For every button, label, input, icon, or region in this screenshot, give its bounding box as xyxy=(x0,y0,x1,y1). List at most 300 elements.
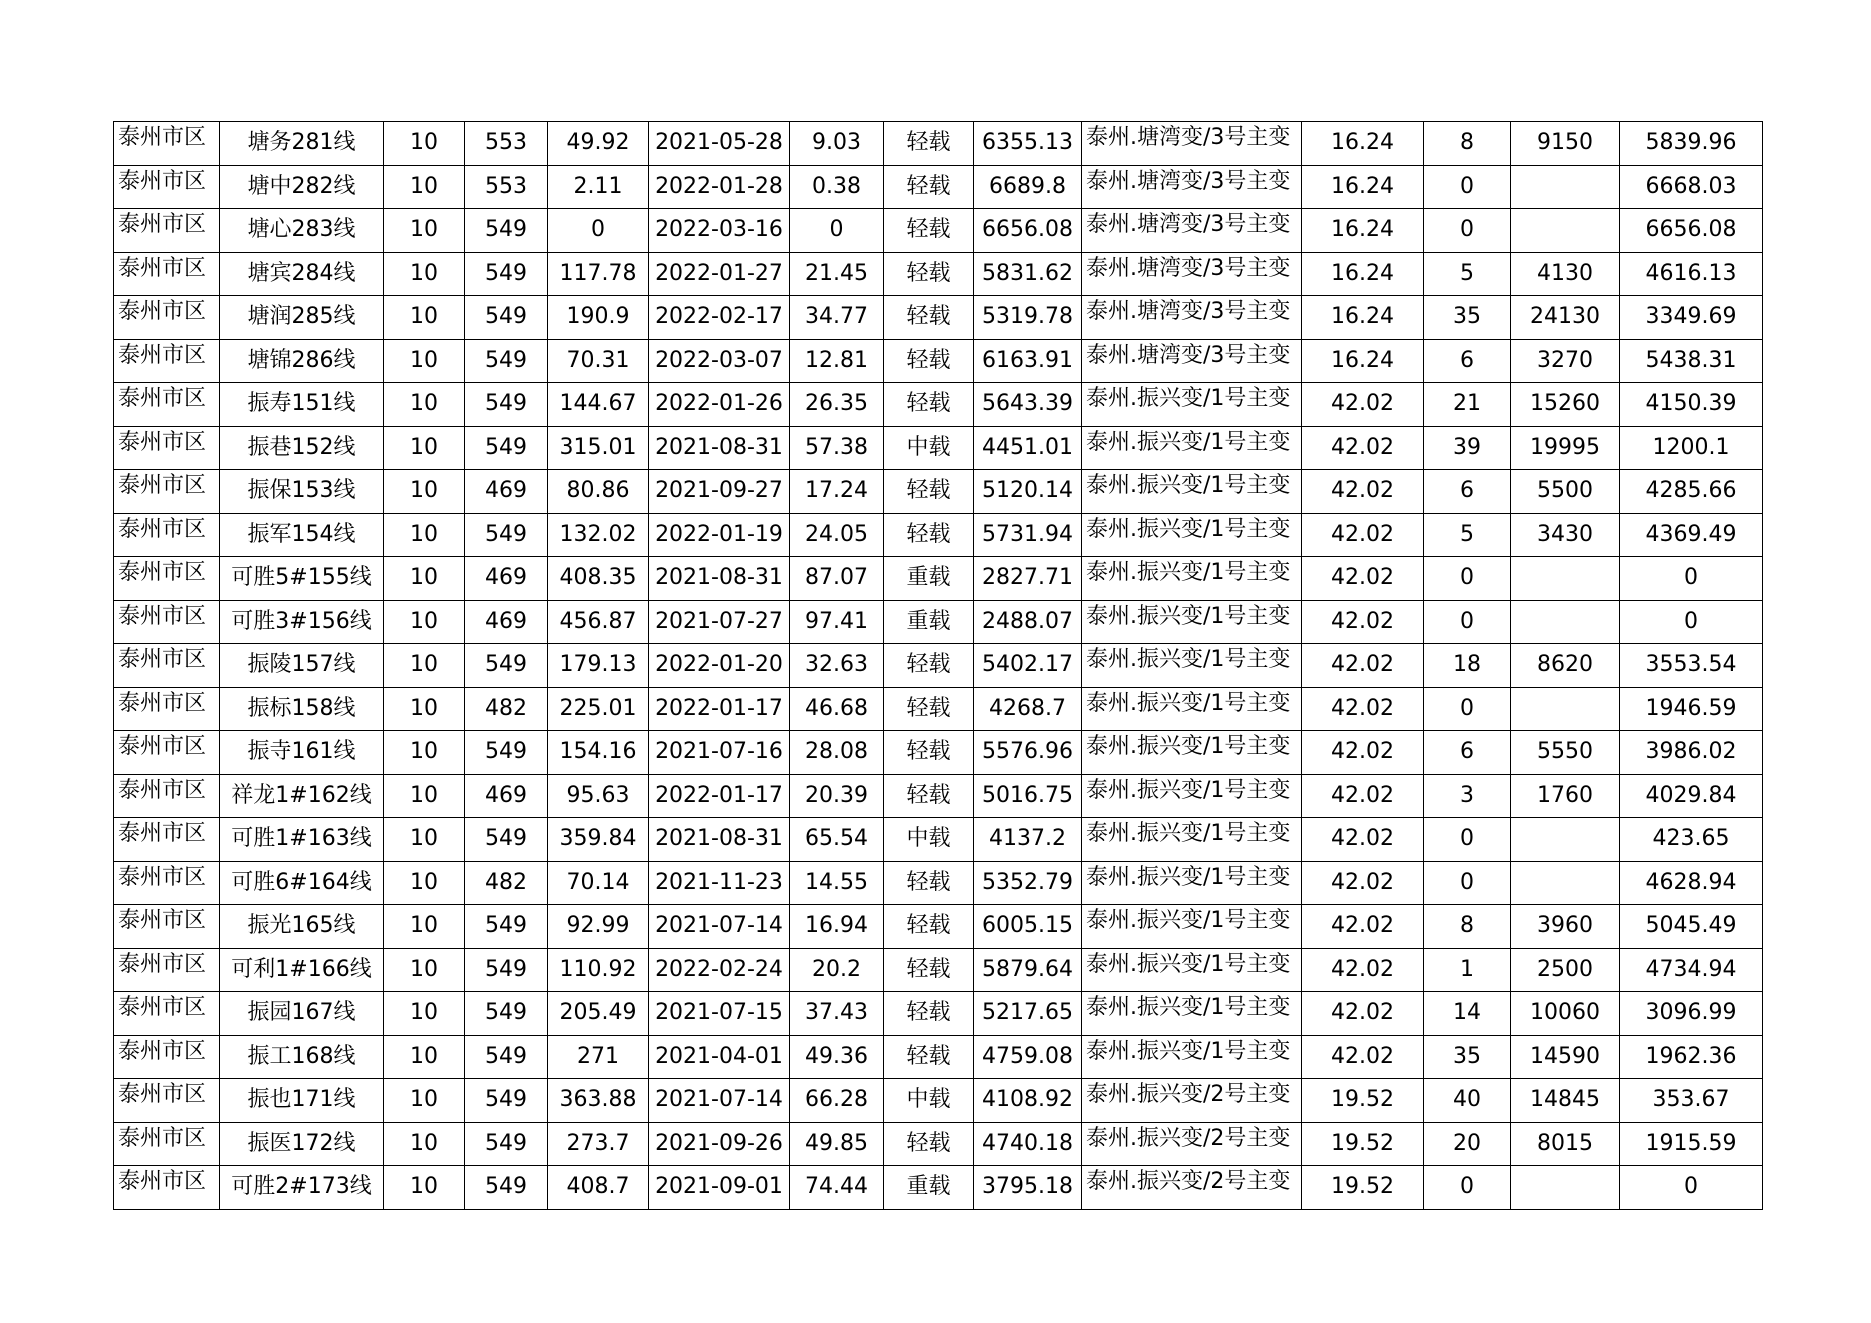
transformer-load-cell xyxy=(1302,948,1424,992)
rated-current-cell xyxy=(465,1166,548,1210)
substation-transformer-text: 泰州.塘湾变/3号主变 xyxy=(1086,212,1291,237)
max-load-date-cell xyxy=(649,1122,790,1166)
remaining-capacity-text: 3986.02 xyxy=(1645,739,1737,765)
connected-capacity-cell xyxy=(1511,687,1620,731)
transformer-load-cell xyxy=(1302,1166,1424,1210)
line-name-text: 振寿151线 xyxy=(247,391,356,417)
max-load-date-cell xyxy=(649,122,790,166)
transformer-load-text: 42.02 xyxy=(1331,608,1394,634)
voltage-text: 10 xyxy=(410,1000,438,1026)
available-capacity-cell xyxy=(974,992,1082,1036)
max-load-date-text: 2022-01-28 xyxy=(655,173,783,199)
available-capacity-text: 4740.18 xyxy=(982,1130,1073,1156)
substation-transformer-cell xyxy=(1082,600,1302,644)
remaining-capacity-text: 5438.31 xyxy=(1645,347,1737,373)
load-rate-text: 74.44 xyxy=(805,1174,868,1200)
load-rate-text: 66.28 xyxy=(805,1087,868,1113)
remaining-capacity-cell xyxy=(1620,557,1763,601)
transformer-load-cell xyxy=(1302,557,1424,601)
table-body xyxy=(114,122,1763,1210)
line-name-cell xyxy=(220,383,384,427)
voltage-text: 10 xyxy=(410,347,438,373)
connected-count-cell xyxy=(1424,557,1511,601)
max-current-text: 363.88 xyxy=(559,1087,637,1113)
city-cell xyxy=(114,1166,220,1210)
rated-current-cell xyxy=(465,905,548,949)
substation-transformer-cell xyxy=(1082,948,1302,992)
transformer-load-cell xyxy=(1302,1122,1424,1166)
remaining-capacity-text: 0 xyxy=(1684,565,1698,591)
connected-capacity-cell xyxy=(1511,861,1620,905)
available-capacity-cell xyxy=(974,905,1082,949)
voltage-text: 10 xyxy=(410,1043,438,1069)
load-status-text: 轻载 xyxy=(906,304,951,330)
connected-count-text: 8 xyxy=(1460,130,1474,156)
connected-count-text: 35 xyxy=(1453,1043,1481,1069)
connected-capacity-cell xyxy=(1511,165,1620,209)
connected-capacity-cell xyxy=(1511,774,1620,818)
max-current-cell xyxy=(548,731,649,775)
max-load-date-cell xyxy=(649,818,790,862)
available-capacity-text: 4268.7 xyxy=(989,695,1066,721)
max-current-text: 154.16 xyxy=(559,739,637,765)
max-current-cell xyxy=(548,557,649,601)
table-row xyxy=(114,122,1763,166)
remaining-capacity-cell xyxy=(1620,1122,1763,1166)
max-load-date-cell xyxy=(649,339,790,383)
table-row xyxy=(114,774,1763,818)
table-row xyxy=(114,731,1763,775)
table-row xyxy=(114,383,1763,427)
max-load-date-cell xyxy=(649,209,790,253)
max-current-text: 273.7 xyxy=(566,1130,630,1156)
line-name-text: 振医172线 xyxy=(247,1130,356,1156)
city-cell xyxy=(114,209,220,253)
connected-count-cell xyxy=(1424,165,1511,209)
max-current-cell xyxy=(548,339,649,383)
voltage-text: 10 xyxy=(410,869,438,895)
transformer-load-text: 42.02 xyxy=(1331,434,1394,460)
substation-transformer-text: 泰州.振兴变/2号主变 xyxy=(1086,1125,1291,1151)
remaining-capacity-cell xyxy=(1620,383,1763,427)
available-capacity-cell xyxy=(974,774,1082,818)
max-current-cell xyxy=(548,992,649,1036)
max-current-text: 132.02 xyxy=(559,521,637,547)
connected-capacity-cell xyxy=(1511,296,1620,340)
line-name-cell xyxy=(220,1079,384,1123)
line-name-text: 塘润285线 xyxy=(247,304,356,330)
voltage-cell xyxy=(384,774,465,818)
substation-transformer-text: 泰州.振兴变/1号主变 xyxy=(1086,647,1291,672)
line-name-cell xyxy=(220,905,384,949)
voltage-cell xyxy=(384,339,465,383)
voltage-text: 10 xyxy=(410,1174,438,1200)
city-text: 泰州市区 xyxy=(118,429,207,455)
max-load-date-text: 2022-01-19 xyxy=(655,521,783,547)
city-text: 泰州市区 xyxy=(118,908,207,933)
connected-capacity-cell xyxy=(1511,1122,1620,1166)
voltage-cell xyxy=(384,165,465,209)
load-status-text: 中载 xyxy=(906,1087,951,1113)
load-rate-cell xyxy=(790,818,884,862)
max-load-date-text: 2022-02-17 xyxy=(655,304,783,330)
city-text: 泰州市区 xyxy=(118,560,207,585)
substation-transformer-text: 泰州.塘湾变/3号主变 xyxy=(1086,342,1291,368)
voltage-cell xyxy=(384,1166,465,1210)
available-capacity-text: 5576.96 xyxy=(982,739,1073,765)
load-status-cell xyxy=(884,774,974,818)
line-name-cell xyxy=(220,731,384,775)
line-name-text: 可胜5#155线 xyxy=(231,565,372,591)
max-load-date-cell xyxy=(649,252,790,296)
connected-count-cell xyxy=(1424,600,1511,644)
max-current-text: 315.01 xyxy=(559,434,637,460)
load-status-cell xyxy=(884,209,974,253)
transformer-load-text: 19.52 xyxy=(1331,1130,1394,1156)
remaining-capacity-text: 4734.94 xyxy=(1645,956,1737,982)
line-name-cell xyxy=(220,470,384,514)
load-status-text: 轻载 xyxy=(906,217,951,243)
voltage-text: 10 xyxy=(410,173,438,199)
voltage-text: 10 xyxy=(410,1087,438,1113)
voltage-cell xyxy=(384,731,465,775)
line-load-table xyxy=(113,121,1763,1210)
city-cell xyxy=(114,1035,220,1079)
line-name-cell xyxy=(220,1166,384,1210)
rated-current-cell xyxy=(465,383,548,427)
available-capacity-cell xyxy=(974,252,1082,296)
available-capacity-cell xyxy=(974,731,1082,775)
max-load-date-cell xyxy=(649,1079,790,1123)
max-current-cell xyxy=(548,1166,649,1210)
max-load-date-text: 2021-07-16 xyxy=(655,739,783,765)
voltage-text: 10 xyxy=(410,608,438,634)
transformer-load-text: 42.02 xyxy=(1331,826,1394,852)
max-load-date-cell xyxy=(649,992,790,1036)
rated-current-text: 549 xyxy=(485,260,527,286)
rated-current-cell xyxy=(465,1035,548,1079)
connected-count-cell xyxy=(1424,383,1511,427)
connected-capacity-text: 8015 xyxy=(1537,1130,1593,1156)
load-rate-text: 0 xyxy=(829,217,844,243)
available-capacity-cell xyxy=(974,1035,1082,1079)
load-status-cell xyxy=(884,1035,974,1079)
max-current-cell xyxy=(548,383,649,427)
city-text: 泰州市区 xyxy=(118,1169,207,1194)
available-capacity-text: 4137.2 xyxy=(989,826,1066,852)
max-load-date-cell xyxy=(649,557,790,601)
load-rate-text: 37.43 xyxy=(805,1000,868,1026)
transformer-load-text: 19.52 xyxy=(1331,1174,1394,1200)
load-rate-cell xyxy=(790,774,884,818)
rated-current-text: 549 xyxy=(485,521,527,547)
substation-transformer-text: 泰州.塘湾变/3号主变 xyxy=(1086,168,1291,194)
remaining-capacity-text: 0 xyxy=(1684,1174,1698,1200)
city-text: 泰州市区 xyxy=(118,995,207,1020)
max-current-cell xyxy=(548,1122,649,1166)
available-capacity-cell xyxy=(974,861,1082,905)
connected-capacity-cell xyxy=(1511,992,1620,1036)
voltage-text: 10 xyxy=(410,913,438,939)
load-status-cell xyxy=(884,557,974,601)
rated-current-text: 549 xyxy=(485,1000,527,1026)
voltage-cell xyxy=(384,557,465,601)
voltage-text: 10 xyxy=(410,826,438,852)
substation-transformer-cell xyxy=(1082,252,1302,296)
load-status-cell xyxy=(884,252,974,296)
load-rate-cell xyxy=(790,383,884,427)
city-cell xyxy=(114,557,220,601)
max-load-date-text: 2022-01-17 xyxy=(655,782,783,808)
remaining-capacity-text: 423.65 xyxy=(1652,826,1730,852)
load-status-text: 轻载 xyxy=(906,913,951,939)
connected-count-cell xyxy=(1424,426,1511,470)
city-cell xyxy=(114,252,220,296)
voltage-text: 10 xyxy=(410,260,438,286)
remaining-capacity-cell xyxy=(1620,122,1763,166)
remaining-capacity-cell xyxy=(1620,774,1763,818)
rated-current-text: 549 xyxy=(485,913,527,939)
city-cell xyxy=(114,861,220,905)
table-row xyxy=(114,339,1763,383)
substation-transformer-cell xyxy=(1082,818,1302,862)
max-current-text: 225.01 xyxy=(559,695,637,721)
max-load-date-text: 2022-03-07 xyxy=(655,347,783,373)
max-load-date-text: 2021-07-14 xyxy=(655,913,783,939)
remaining-capacity-cell xyxy=(1620,1079,1763,1123)
city-text: 泰州市区 xyxy=(118,647,207,672)
transformer-load-text: 16.24 xyxy=(1331,347,1394,373)
city-cell xyxy=(114,426,220,470)
load-status-cell xyxy=(884,992,974,1036)
city-text: 泰州市区 xyxy=(118,168,207,194)
substation-transformer-cell xyxy=(1082,687,1302,731)
voltage-cell xyxy=(384,470,465,514)
available-capacity-cell xyxy=(974,383,1082,427)
remaining-capacity-cell xyxy=(1620,644,1763,688)
max-current-cell xyxy=(548,209,649,253)
table-row xyxy=(114,992,1763,1036)
load-rate-text: 20.39 xyxy=(805,782,868,808)
load-rate-text: 12.81 xyxy=(805,347,868,373)
connected-capacity-cell xyxy=(1511,209,1620,253)
city-text: 泰州市区 xyxy=(118,690,207,716)
line-name-cell xyxy=(220,1035,384,1079)
voltage-cell xyxy=(384,992,465,1036)
substation-transformer-cell xyxy=(1082,1079,1302,1123)
remaining-capacity-text: 1915.59 xyxy=(1645,1130,1737,1156)
max-current-cell xyxy=(548,644,649,688)
substation-transformer-cell xyxy=(1082,339,1302,383)
connected-count-text: 3 xyxy=(1460,782,1474,808)
load-status-text: 中载 xyxy=(906,434,951,460)
remaining-capacity-cell xyxy=(1620,252,1763,296)
remaining-capacity-cell xyxy=(1620,470,1763,514)
rated-current-text: 549 xyxy=(485,652,527,678)
available-capacity-text: 2827.71 xyxy=(982,565,1073,591)
table-row xyxy=(114,905,1763,949)
connected-count-text: 21 xyxy=(1453,391,1481,417)
load-status-cell xyxy=(884,296,974,340)
transformer-load-text: 42.02 xyxy=(1331,391,1394,417)
max-current-text: 49.92 xyxy=(566,130,630,156)
voltage-cell xyxy=(384,861,465,905)
load-rate-cell xyxy=(790,1079,884,1123)
city-cell xyxy=(114,513,220,557)
voltage-cell xyxy=(384,644,465,688)
rated-current-text: 549 xyxy=(485,391,527,417)
load-rate-cell xyxy=(790,644,884,688)
voltage-text: 10 xyxy=(410,217,438,243)
transformer-load-cell xyxy=(1302,339,1424,383)
connected-capacity-cell xyxy=(1511,252,1620,296)
line-name-text: 可胜3#156线 xyxy=(231,608,372,634)
city-text: 泰州市区 xyxy=(118,386,207,411)
city-cell xyxy=(114,1122,220,1166)
voltage-cell xyxy=(384,1122,465,1166)
load-rate-cell xyxy=(790,122,884,166)
max-load-date-cell xyxy=(649,1035,790,1079)
substation-transformer-cell xyxy=(1082,1035,1302,1079)
voltage-cell xyxy=(384,122,465,166)
load-rate-cell xyxy=(790,1122,884,1166)
transformer-load-cell xyxy=(1302,513,1424,557)
line-name-cell xyxy=(220,122,384,166)
load-status-cell xyxy=(884,687,974,731)
transformer-load-text: 16.24 xyxy=(1331,217,1394,243)
connected-count-cell xyxy=(1424,905,1511,949)
transformer-load-cell xyxy=(1302,165,1424,209)
load-status-text: 轻载 xyxy=(906,1000,951,1026)
available-capacity-cell xyxy=(974,1122,1082,1166)
load-status-text: 轻载 xyxy=(906,260,951,286)
max-current-text: 271 xyxy=(577,1043,619,1069)
connected-capacity-cell xyxy=(1511,644,1620,688)
line-name-text: 振军154线 xyxy=(247,521,356,547)
voltage-cell xyxy=(384,1079,465,1123)
substation-transformer-cell xyxy=(1082,644,1302,688)
substation-transformer-text: 泰州.振兴变/1号主变 xyxy=(1086,734,1291,759)
line-name-cell xyxy=(220,644,384,688)
load-status-cell xyxy=(884,470,974,514)
max-load-date-text: 2021-09-26 xyxy=(655,1130,783,1156)
load-rate-text: 9.03 xyxy=(812,130,861,156)
rated-current-cell xyxy=(465,1122,548,1166)
connected-count-text: 14 xyxy=(1453,1000,1481,1026)
line-name-cell xyxy=(220,774,384,818)
load-status-text: 轻载 xyxy=(906,130,951,156)
voltage-text: 10 xyxy=(410,304,438,330)
substation-transformer-text: 泰州.振兴变/1号主变 xyxy=(1086,386,1291,411)
max-current-text: 70.31 xyxy=(566,347,630,373)
rated-current-cell xyxy=(465,948,548,992)
transformer-load-cell xyxy=(1302,644,1424,688)
rated-current-cell xyxy=(465,1079,548,1123)
voltage-text: 10 xyxy=(410,130,438,156)
load-rate-cell xyxy=(790,992,884,1036)
city-text: 泰州市区 xyxy=(118,951,207,977)
load-status-text: 轻载 xyxy=(906,739,951,765)
load-status-cell xyxy=(884,861,974,905)
load-status-cell xyxy=(884,948,974,992)
max-load-date-cell xyxy=(649,600,790,644)
load-status-cell xyxy=(884,165,974,209)
remaining-capacity-cell xyxy=(1620,1035,1763,1079)
connected-count-cell xyxy=(1424,644,1511,688)
city-cell xyxy=(114,818,220,862)
available-capacity-text: 4451.01 xyxy=(982,434,1073,460)
remaining-capacity-cell xyxy=(1620,426,1763,470)
max-current-text: 117.78 xyxy=(559,260,637,286)
available-capacity-text: 5352.79 xyxy=(982,869,1073,895)
connected-capacity-cell xyxy=(1511,1035,1620,1079)
max-current-text: 110.92 xyxy=(559,956,637,982)
rated-current-cell xyxy=(465,296,548,340)
transformer-load-cell xyxy=(1302,905,1424,949)
rated-current-text: 549 xyxy=(485,304,527,330)
remaining-capacity-text: 6656.08 xyxy=(1645,217,1737,243)
line-name-text: 振也171线 xyxy=(247,1087,356,1113)
voltage-text: 10 xyxy=(410,1130,438,1156)
substation-transformer-cell xyxy=(1082,165,1302,209)
available-capacity-cell xyxy=(974,557,1082,601)
load-status-text: 重载 xyxy=(906,608,951,634)
city-text: 泰州市区 xyxy=(118,516,207,542)
load-rate-cell xyxy=(790,600,884,644)
rated-current-cell xyxy=(465,470,548,514)
line-name-cell xyxy=(220,818,384,862)
remaining-capacity-cell xyxy=(1620,339,1763,383)
transformer-load-text: 42.02 xyxy=(1331,782,1394,808)
max-load-date-text: 2021-08-31 xyxy=(655,826,783,852)
substation-transformer-text: 泰州.振兴变/1号主变 xyxy=(1086,777,1291,803)
rated-current-text: 549 xyxy=(485,217,527,243)
max-current-text: 179.13 xyxy=(559,652,637,678)
substation-transformer-text: 泰州.振兴变/1号主变 xyxy=(1086,951,1291,977)
connected-count-text: 0 xyxy=(1460,695,1474,721)
line-name-text: 振园167线 xyxy=(247,1000,356,1026)
max-load-date-text: 2021-07-14 xyxy=(655,1087,783,1113)
rated-current-cell xyxy=(465,818,548,862)
table-row xyxy=(114,513,1763,557)
load-rate-cell xyxy=(790,687,884,731)
rated-current-text: 549 xyxy=(485,956,527,982)
substation-transformer-text: 泰州.振兴变/1号主变 xyxy=(1086,603,1291,629)
city-text: 泰州市区 xyxy=(118,125,207,150)
transformer-load-text: 19.52 xyxy=(1331,1087,1394,1113)
remaining-capacity-text: 353.67 xyxy=(1652,1087,1730,1113)
transformer-load-cell xyxy=(1302,861,1424,905)
max-load-date-cell xyxy=(649,905,790,949)
connected-count-text: 18 xyxy=(1453,652,1481,678)
connected-capacity-text: 5500 xyxy=(1537,478,1593,504)
line-name-text: 塘务281线 xyxy=(247,130,356,156)
connected-count-cell xyxy=(1424,1166,1511,1210)
available-capacity-text: 2488.07 xyxy=(982,608,1073,634)
max-current-text: 0 xyxy=(591,217,605,243)
max-load-date-text: 2021-04-01 xyxy=(655,1043,783,1069)
rated-current-text: 469 xyxy=(485,608,527,634)
rated-current-text: 469 xyxy=(485,782,527,808)
city-cell xyxy=(114,948,220,992)
available-capacity-text: 6689.8 xyxy=(989,173,1066,199)
rated-current-text: 549 xyxy=(485,434,527,460)
voltage-cell xyxy=(384,513,465,557)
line-name-text: 塘锦286线 xyxy=(247,347,356,373)
max-current-cell xyxy=(548,513,649,557)
transformer-load-cell xyxy=(1302,600,1424,644)
substation-transformer-cell xyxy=(1082,122,1302,166)
